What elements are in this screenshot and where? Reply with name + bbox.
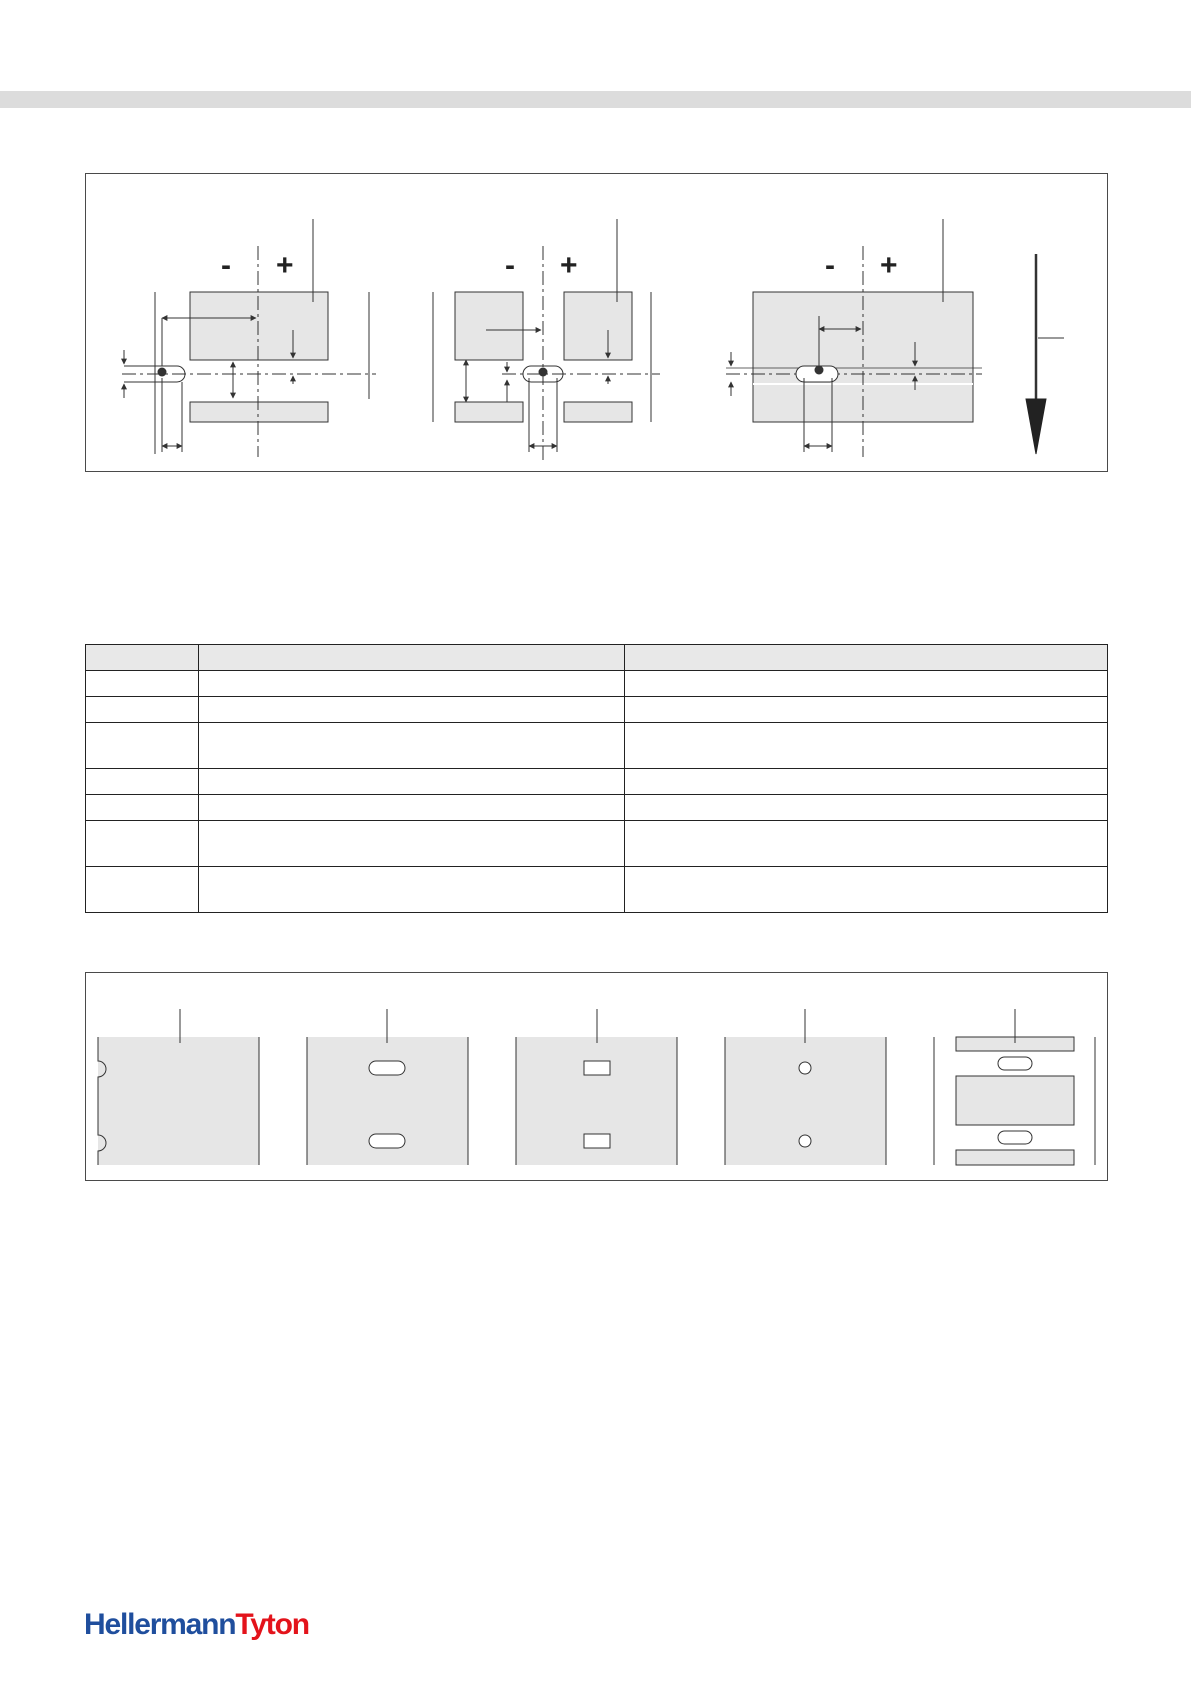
positioning-diagram-drawing (86, 174, 1107, 471)
table-cell (199, 867, 625, 913)
table-header-cell (625, 645, 1108, 671)
table-header-cell (86, 645, 199, 671)
table-header-cell (199, 645, 625, 671)
table-cell (86, 867, 199, 913)
table-cell (199, 795, 625, 821)
minus-sign-3: - (825, 249, 835, 282)
table-row (86, 795, 1108, 821)
table-cell (625, 821, 1108, 867)
table-row (86, 821, 1108, 867)
table-row (86, 769, 1108, 795)
minus-sign-2: - (505, 249, 515, 282)
plus-sign-1: + (276, 249, 294, 282)
table-cell (199, 821, 625, 867)
table-cell (86, 671, 199, 697)
sensor-dot-2 (539, 368, 548, 377)
table-header-row (86, 645, 1108, 671)
table-cell (86, 769, 199, 795)
header-band (0, 91, 1191, 108)
spec-table (85, 644, 1108, 913)
table-row (86, 867, 1108, 913)
table-cell (625, 795, 1108, 821)
sensor-dot-1 (158, 368, 167, 377)
positioning-diagram (85, 173, 1108, 472)
logo-text-hellermann: Hellermann (84, 1608, 236, 1641)
table-cell (625, 723, 1108, 769)
table-cell (199, 697, 625, 723)
table-cell (86, 723, 199, 769)
table-cell (625, 697, 1108, 723)
feed-direction-arrow (1026, 254, 1064, 454)
table-cell (199, 671, 625, 697)
plus-sign-3: + (880, 249, 898, 282)
sensor-dot-3 (815, 366, 824, 375)
table-cell (625, 671, 1108, 697)
table-cell (86, 795, 199, 821)
table-row (86, 671, 1108, 697)
table-cell (625, 769, 1108, 795)
minus-sign-1: - (221, 249, 231, 282)
plus-sign-2: + (560, 249, 578, 282)
variant-rectangular-hole (516, 1009, 677, 1165)
variant-edge-notch (98, 1009, 259, 1165)
table-cell (625, 867, 1108, 913)
diagram-group-3 (726, 219, 982, 457)
variant-oblong-slot (307, 1009, 468, 1165)
table-cell (199, 723, 625, 769)
table-row (86, 723, 1108, 769)
label-variants-drawing (86, 973, 1107, 1180)
table-row (86, 697, 1108, 723)
variant-round-hole (725, 1009, 886, 1165)
table-cell (86, 821, 199, 867)
hellermanntyton-logo (84, 1605, 309, 1645)
diagram-group-2 (433, 219, 660, 464)
variant-gap-with-slot (934, 1009, 1095, 1165)
label-variants-diagram (85, 972, 1108, 1181)
table-cell (199, 769, 625, 795)
diagram-group-1 (122, 219, 376, 457)
table-cell (86, 697, 199, 723)
logo-text-tyton: Tyton (235, 1608, 309, 1641)
